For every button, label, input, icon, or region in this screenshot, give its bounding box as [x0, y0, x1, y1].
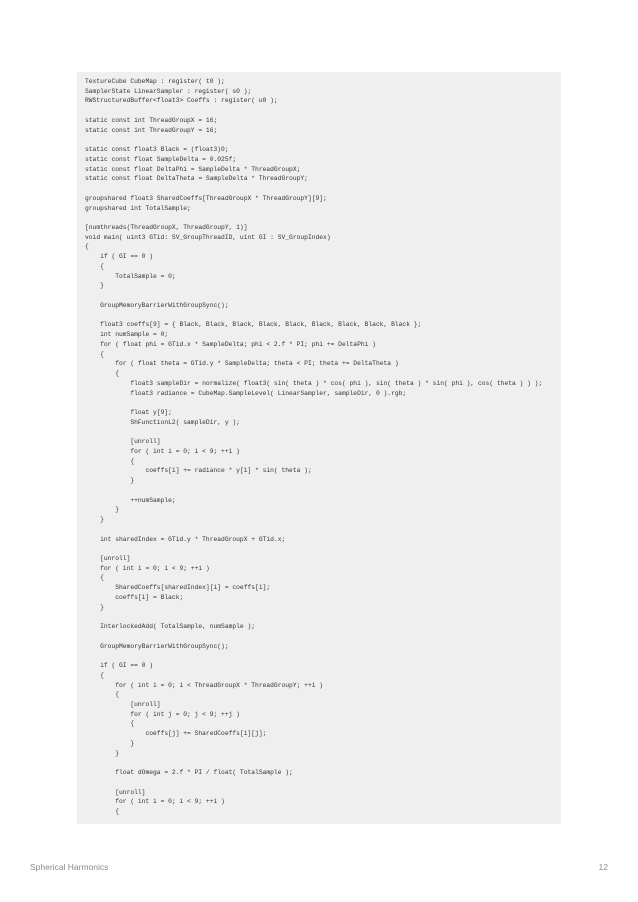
code-line: InterlockedAdd( TotalSample, numSample );	[85, 623, 256, 631]
code-line: }	[85, 516, 104, 524]
code-line: {	[85, 262, 104, 270]
code-line: SharedCoeffs[sharedIndex][i] = coeffs[i];	[85, 584, 271, 592]
code-line: ShFunctionL2( sampleDir, y );	[85, 418, 240, 426]
code-line	[85, 612, 542, 622]
code-line	[85, 778, 542, 788]
code-line: {	[85, 671, 104, 679]
code-line: [unroll]	[85, 701, 161, 708]
code-line: [unroll]	[85, 438, 161, 446]
code-line: void main( uint3 GTid: SV_GroupThreadID, uint GI : SV_GroupIndex)	[85, 233, 331, 241]
footer-title: Spherical Harmonics	[30, 862, 109, 872]
code-line: static const float DeltaPhi = SampleDelta * ThreadGroupX;	[85, 165, 301, 173]
code-line: GroupMemoryBarrierWithGroupSync();	[85, 301, 229, 309]
code-line: GroupMemoryBarrierWithGroupSync();	[85, 642, 229, 650]
code-line: coeffs[i] = Black;	[85, 593, 184, 601]
code-line	[85, 632, 542, 642]
code-line: float3 coeffs[9] = { Black, Black, Black, Black, Black, Black, Black, Black, Black };	[85, 321, 422, 329]
code-line	[85, 544, 542, 554]
code-line	[85, 758, 542, 768]
code-line: [unroll]	[85, 788, 146, 796]
code-line: for ( float theta = GTid.y * SampleDelta; theta < PI; theta += DeltaTheta )	[85, 360, 399, 368]
code-line: }	[85, 282, 104, 290]
code-line: [unroll]	[85, 554, 131, 562]
code-line: int sharedIndex = GTid.y * ThreadGroupX + GTid.x;	[85, 535, 286, 543]
code-line	[85, 427, 542, 437]
code-line: }	[85, 749, 120, 757]
code-line: static const float DeltaTheta = SampleDelta * ThreadGroupY;	[85, 175, 308, 183]
code-line: for ( int i = 0; i < 9; ++i )	[85, 564, 210, 572]
code-line: }	[85, 603, 104, 611]
code-line: groupshared float3 SharedCoeffs[ThreadGroupX * ThreadGroupY][9];	[85, 194, 327, 202]
code-line: RWStructuredBuffer<float3> Coeffs : register( u0 );	[85, 97, 278, 105]
code-line: {	[85, 720, 135, 728]
code-line: coeffs[i] += radiance * y[i] * sin( theta );	[85, 467, 312, 475]
code-line: for ( int j = 0; j < 9; ++j )	[85, 710, 240, 718]
code-line: float3 radiance = CubeMap.SampleLevel( LinearSampler, sampleDir, 0 ).rgb;	[85, 389, 407, 397]
code-line	[85, 135, 542, 145]
code-line: SamplerState LinearSampler : register( s0 );	[85, 87, 252, 95]
code-line	[85, 106, 542, 116]
code-line: if ( GI == 0 )	[85, 662, 154, 670]
code-line: }	[85, 477, 135, 485]
code-line: {	[85, 691, 120, 699]
code-line: static const int ThreadGroupX = 16;	[85, 116, 218, 124]
code-line: static const float SampleDelta = 0.025f;	[85, 155, 237, 163]
code-line: coeffs[j] += SharedCoeffs[i][j];	[85, 730, 267, 738]
code-block	[77, 72, 561, 824]
code-line: float y[9];	[85, 408, 172, 416]
code-line: for ( int i = 0; i < 9; ++i )	[85, 447, 240, 455]
code-line	[85, 291, 542, 301]
code-line: }	[85, 506, 120, 514]
code-line: TextureCube CubeMap : register( t0 );	[85, 78, 225, 85]
code-line: static const int ThreadGroupY = 16;	[85, 126, 218, 134]
code-line	[85, 184, 542, 194]
code-line: ++numSample;	[85, 496, 176, 504]
code-line: int numSample = 0;	[85, 331, 169, 339]
code-line: if ( GI == 0 )	[85, 253, 154, 261]
code-line: for ( float phi = GTid.x * SampleDelta; phi < 2.f * PI; phi += DeltaPhi )	[85, 340, 376, 348]
code-line	[85, 651, 542, 661]
code-line: {	[85, 350, 104, 358]
code-line: {	[85, 370, 120, 378]
code-line: {	[85, 574, 104, 582]
page-number: 12	[598, 862, 608, 872]
code-line	[85, 398, 542, 408]
code-line: for ( int i = 0; i < 9; ++i )	[85, 798, 225, 806]
code-lines	[85, 77, 542, 817]
code-line: groupshared int TotalSample;	[85, 204, 191, 212]
code-line	[85, 311, 542, 321]
code-line: static const float3 Black = (float3)0;	[85, 146, 229, 154]
code-line: {	[85, 457, 135, 465]
code-line	[85, 486, 542, 496]
code-line: {	[85, 808, 120, 816]
code-line: TotalSample = 0;	[85, 272, 176, 280]
code-line: [numthreads(ThreadGroupX, ThreadGroupY, 1)]	[85, 224, 248, 232]
code-line	[85, 525, 542, 535]
code-line: float dOmega = 2.f * PI / float( TotalSample );	[85, 769, 293, 777]
code-line: {	[85, 243, 89, 251]
code-line	[85, 213, 542, 223]
code-line: float3 sampleDir = normalize( float3( sin( theta ) * cos( phi ), sin( theta ) * sin( phi ), cos( theta ) ) );	[85, 379, 543, 387]
code-line: }	[85, 739, 135, 747]
code-line: for ( int i = 0; i < ThreadGroupX * ThreadGroupY; ++i )	[85, 681, 324, 689]
